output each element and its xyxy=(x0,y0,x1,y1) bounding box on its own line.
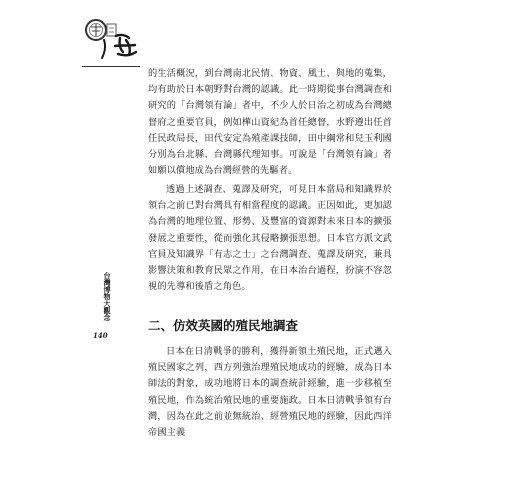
paragraph-1: 的生活概況，到台灣南北民情、物資、風土、與地的蒐集，均有助於日本朝野對台灣的認識。此一時期從事台灣調查和研究的「台灣領有論」者中，不少人於日治之初成為台灣總督府之重要官員，例如樺山資紀為首任總督，水野遵出任首任民政局長，田代安定為殖產課技師，田中綱常和兒玉利國分別為台北縣、台灣縣代理知事。可說是「台灣領有論」者如願以償地成為台灣經營的先驅者。 xyxy=(148,68,392,177)
running-title: 台灣博物大觀念 xyxy=(103,272,111,321)
page-number: 140 xyxy=(93,331,108,340)
paragraph-2: 透過上述調查、蒐譯及研究，可見日本當局和知識界於領台之前已對台灣具有相當程度的認識。正因如此，更加認為台灣的地理位置、形勢、及豐富的資源對未來日本的擴張發展之重要性，從而強化其侵略擴張思想。日本官方派文武官員及知識界「有志之士」之台灣調查、蒐譯及研究，兼具影響決策和教育民眾之作用，在日本治台過程，扮演不容忽視的先導和後盾之角色。 xyxy=(148,184,392,293)
paragraph-3: 日本在日清戰爭的勝利，獲得新領土殖民地，正式邁入殖民國家之列，西方列強治理殖民地成功的經驗，成為日本師法的對象，成功地將日本的調查統計經驗，進一步移植至殖民地，作為統治殖民地的重要施政。日本日清戰爭領有台灣，因為在此之前並無統治、經營殖民地的經驗，因此西洋帝國主義 xyxy=(148,346,392,439)
calligraphy-seal-logo-icon xyxy=(82,16,144,64)
section-heading: 二、仿效英國的殖民地調查 xyxy=(148,318,299,333)
header-rule xyxy=(82,66,140,67)
